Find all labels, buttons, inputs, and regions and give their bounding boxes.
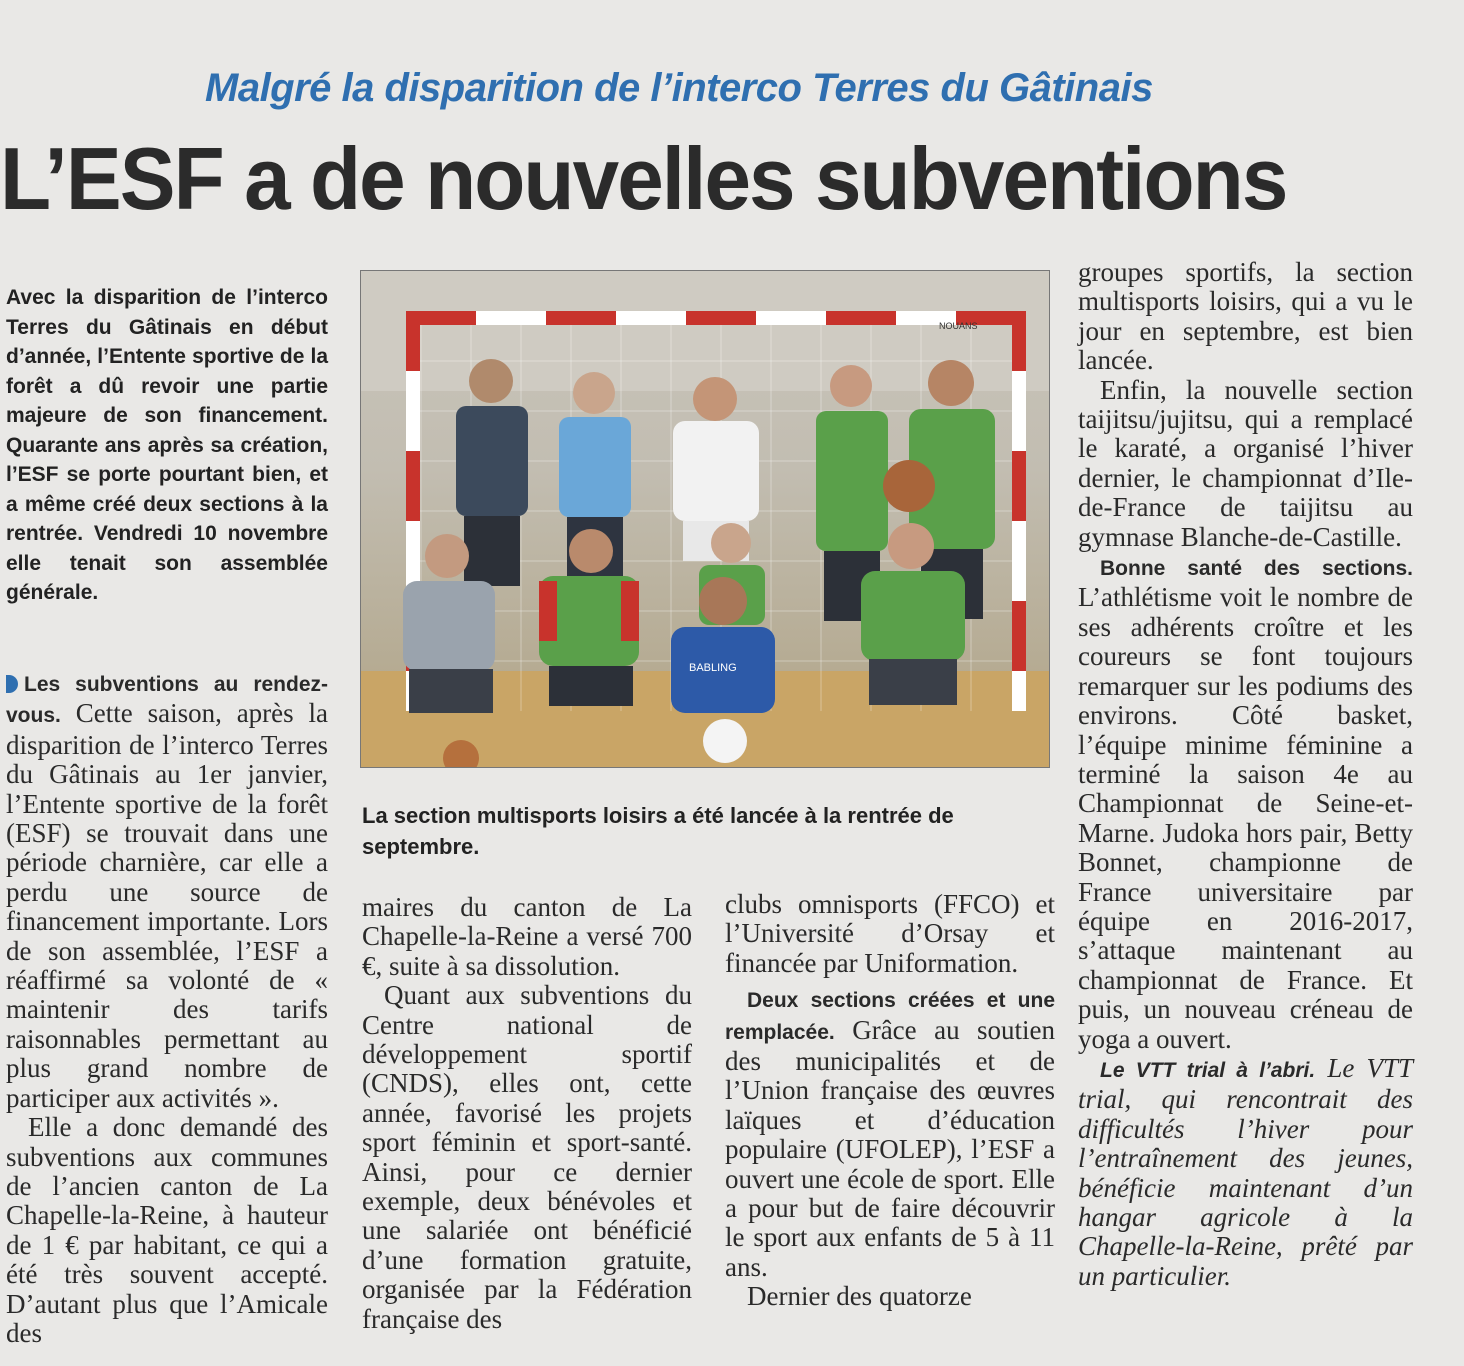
- headline: L’ESF a de nouvelles subventions: [0, 129, 1287, 228]
- team-photo-illustration: [361, 271, 1049, 767]
- col2-p2: Quant aux subventions du Centre national de développement sportif (CNDS), elles ont, cette année, favorisé les projets sport féminin et sport-santé. Ainsi, pour ce dernier exemple, deux bénévoles et une salariée ont bénéficié d’une formation gratuite, organisée par la Fédération française des: [362, 980, 692, 1334]
- column-3: [725, 890, 1055, 1312]
- col2-p1: maires du canton de La Chapelle-la-Reine a versé 700 €, suite à sa dissolution.: [362, 892, 692, 981]
- bullet-marker-icon: [6, 675, 18, 693]
- subhead-sections: Deux sections créées et une remplacée.: [725, 989, 1055, 1044]
- jersey-text: BABLING: [689, 662, 737, 674]
- col1-p2: Elle a donc demandé des subventions aux communes de l’ancien canton de La Chapelle-la-Reine, à hauteur de 1 € par habitant, ce qui a été très souvent accepté. D’autant plus que l’Amicale des: [6, 1112, 328, 1348]
- col1-p1: Cette saison, après la disparition de l’interco Terres du Gâtinais au 1er janvier, l’Entente sportive de la forêt (ESF) se trouvait dans une période charnière, car elle a perdu une source de financement importante. Lors de son assemblée, l’ESF a réaffirmé sa volonté de « maintenir des tarifs raisonnables permettant au plus grand nombre de participer aux activités ».: [6, 698, 329, 1113]
- kicker: Malgré la disparition de l’interco Terres du Gâtinais: [205, 66, 1153, 110]
- col3-p3: Dernier des quatorze: [747, 1281, 972, 1312]
- col3-p2: Grâce au soutien des municipalités et de l’Union française des œuvres laïques et d’éducation populaire (UFOLEP), l’ESF a ouvert une école de sport. Elle a pour but de faire découvrir le sport aux enfants de 5 à 11 ans.: [725, 1014, 1056, 1282]
- subhead-subventions: Les subventions au rendez-vous.: [6, 673, 328, 728]
- col4-p2: Enfin, la nouvelle section taijitsu/jujitsu, qui a remplacé le karaté, a organisé l’hiver dernier, le championnat d’Ile-de-France de taijitsu au gymnase Blanche-de-Castille.: [1078, 374, 1413, 552]
- col4-p3: L’athlétisme voit le nombre de ses adhérents croître et les coureurs se font toujours remarquer sur les podiums des environs. Côté basket, l’équipe minime féminine a terminé la saison 4e au Championnat de Seine-et-Marne. Judoka hors pair, Betty Bonnet, championne de France universitaire par équipe en 2016-2017, s’attaque maintenant au championnat de France. Et puis, un nouveau créneau de yoga a ouvert.: [1078, 582, 1413, 1054]
- player-7: [539, 529, 639, 706]
- team-photo: [360, 270, 1050, 768]
- column-2: [362, 893, 692, 1334]
- subhead-vtt: Le VTT trial à l’abri.: [1100, 1058, 1316, 1082]
- col3-p1: clubs omnisports (FFCO) et l’Université d’Orsay et financée par Uniformation.: [725, 889, 1055, 978]
- wall-banner-text: NOUANS: [939, 321, 978, 331]
- photo-caption: La section multisports loisirs a été lancée à la rentrée de septembre.: [362, 803, 954, 859]
- column-1: [6, 668, 328, 1348]
- column-4: [1078, 258, 1413, 1291]
- col4-p1: groupes sportifs, la section multisports loisirs, qui a vu le jour en septembre, est bien lancée.: [1078, 257, 1413, 376]
- subhead-sante: Bonne santé des sections.: [1100, 557, 1413, 581]
- col4-p4: Le VTT trial, qui rencontrait des difficultés l’hiver pour l’entraînement des jeunes, bénéficie maintenant d’un hangar agricole à la Chapelle-la-Reine, prêté par un particulier.: [1078, 1052, 1413, 1291]
- lead-paragraph: Avec la disparition de l’interco Terres du Gâtinais en début d’année, l’Entente sportive de la forêt a dû revoir une partie majeure de son financement. Quarante ans après sa création, l’ESF se porte pourtant bien, et a même créé deux sections à la rentrée. Vendredi 10 novembre elle tenait son assemblée générale.: [6, 286, 328, 604]
